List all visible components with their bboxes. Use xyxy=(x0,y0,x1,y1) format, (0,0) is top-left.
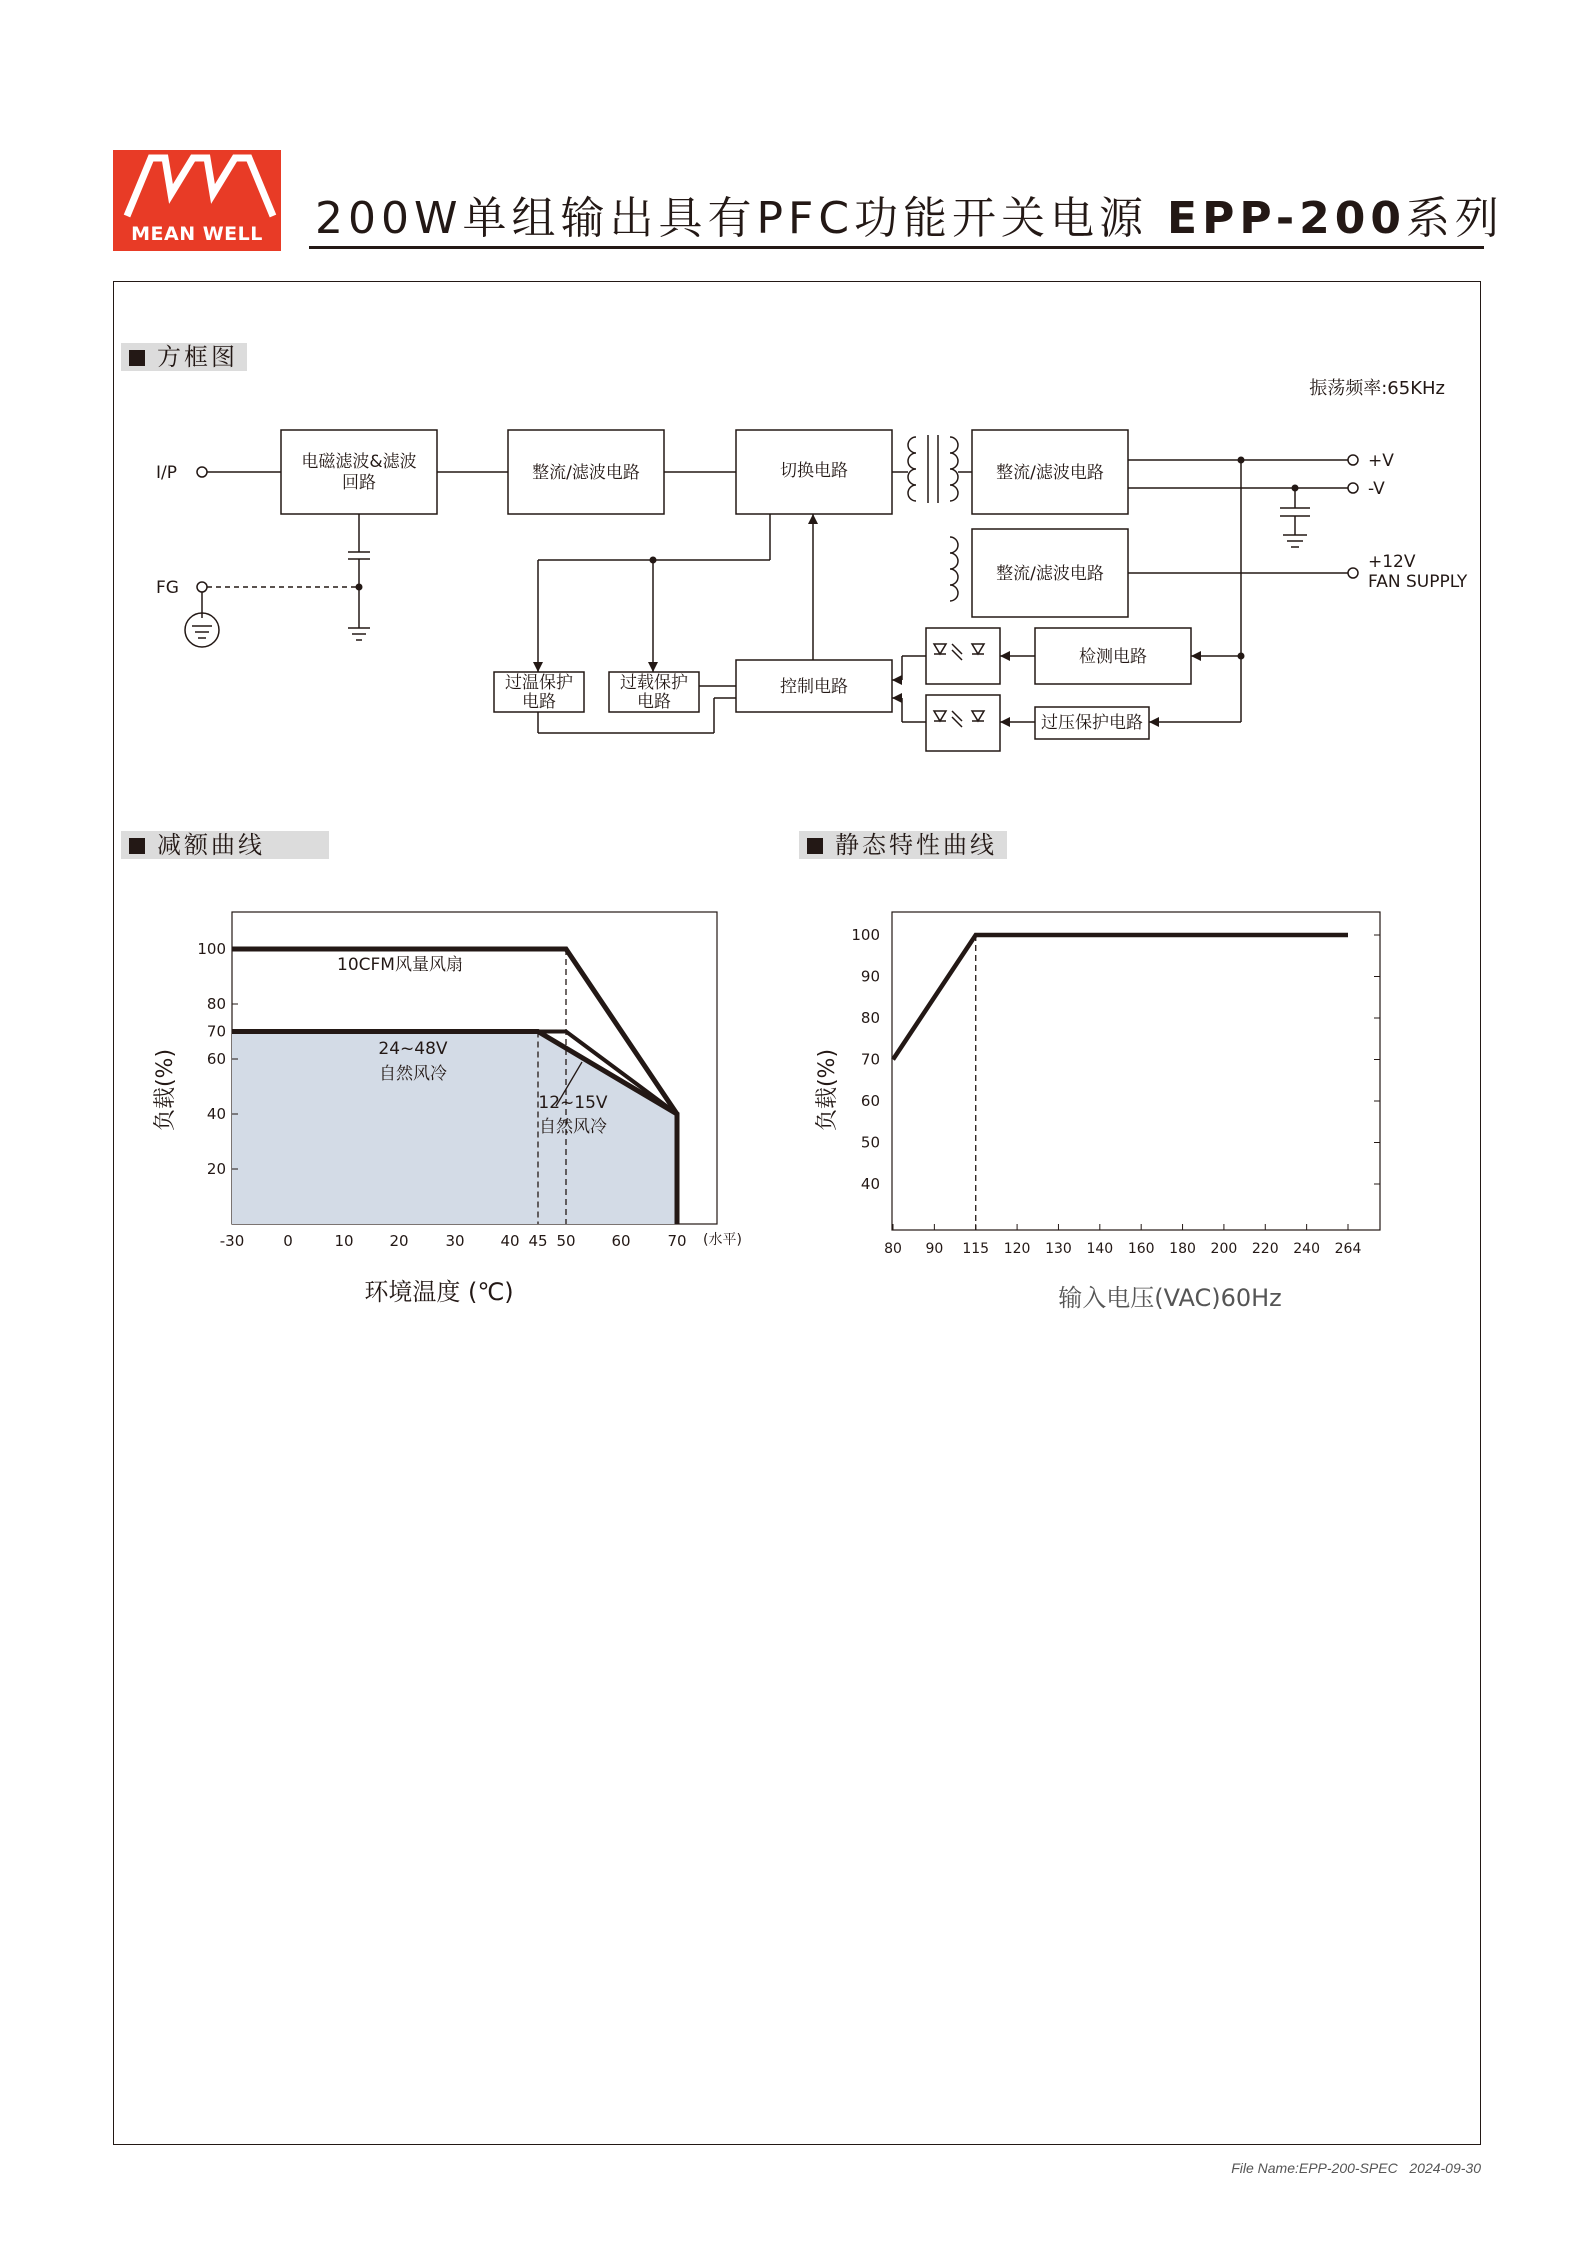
terminal-vminus: -V xyxy=(1368,479,1385,499)
static-y-tick-label: 60 xyxy=(860,1092,880,1110)
block-emi-filter-line2: 回路 xyxy=(342,473,376,493)
block-olp-line2: 电路 xyxy=(637,692,671,712)
block-control: 控制电路 xyxy=(780,677,848,697)
static-y-tick-label: 50 xyxy=(860,1133,880,1152)
derating-x-tick-label: 20 xyxy=(389,1232,409,1250)
derating-x-unit: (水平) xyxy=(703,1232,742,1248)
block-olp-line1: 过载保护 xyxy=(620,673,688,693)
derating-x-tick-label: 60 xyxy=(611,1232,631,1250)
derating-annotation: 24~48V xyxy=(378,1039,448,1059)
derating-annotation: 自然风冷 xyxy=(379,1064,447,1084)
static-x-tick-label: 180 xyxy=(1169,1241,1196,1257)
static-y-tick-label: 40 xyxy=(860,1175,880,1193)
static-x-tick-label: 140 xyxy=(1086,1241,1114,1257)
static-y-tick-label: 90 xyxy=(860,967,880,986)
static-x-tick-label: 200 xyxy=(1210,1241,1238,1257)
section-label: 静态特性曲线 xyxy=(835,831,997,859)
derating-y-tick-label: 80 xyxy=(206,995,226,1013)
derating-y-tick-label: 100 xyxy=(197,940,226,958)
title-suffix: 系列 xyxy=(1405,193,1504,244)
derating-annotation: 12~15V xyxy=(538,1093,608,1113)
derating-x-tick-label: 0 xyxy=(283,1232,293,1250)
derating-y-tick-label: 40 xyxy=(206,1105,226,1123)
static-x-tick-label: 80 xyxy=(884,1241,902,1257)
title-model: EPP-200 xyxy=(1167,193,1406,244)
block-emi-filter-line1: 电磁滤波&滤波 xyxy=(301,452,417,472)
block-otp-line2: 电路 xyxy=(522,692,556,712)
terminal-ip: I/P xyxy=(156,463,177,483)
derating-x-tick-label: 45 xyxy=(528,1232,548,1250)
static-y-axis-label: 负载(%) xyxy=(815,1048,840,1132)
static-x-tick-label: 240 xyxy=(1293,1241,1321,1257)
title-main: 200W单组输出具有PFC功能开关电源 xyxy=(315,193,1168,244)
static-x-tick-label: 120 xyxy=(1003,1241,1031,1257)
derating-y-axis-label: 负载(%) xyxy=(153,1048,178,1132)
static-y-tick-label: 70 xyxy=(860,1050,880,1069)
derating-y-tick-label: 20 xyxy=(206,1160,226,1178)
block-ovp: 过压保护电路 xyxy=(1041,713,1143,733)
logo-text: MEAN WELL xyxy=(131,223,263,245)
derating-x-tick-label: -30 xyxy=(219,1232,245,1250)
derating-y-tick-label: 70 xyxy=(206,1022,226,1041)
block-otp-line1: 过温保护 xyxy=(505,673,573,693)
static-x-tick-label: 220 xyxy=(1251,1241,1279,1257)
derating-x-tick-label: 50 xyxy=(556,1232,576,1250)
block-rectifier-filter-3: 整流/滤波电路 xyxy=(996,564,1104,584)
terminal-fg: FG xyxy=(156,578,179,598)
footer-file-info: File Name:EPP-200-SPEC 2024-09-30 xyxy=(1231,2160,1481,2176)
derating-x-tick-label: 40 xyxy=(500,1232,520,1250)
static-x-tick-label: 90 xyxy=(925,1241,944,1257)
static-x-tick-label: 264 xyxy=(1334,1241,1362,1257)
derating-x-tick-label: 70 xyxy=(667,1232,687,1250)
static-x-tick-label: 130 xyxy=(1045,1241,1072,1257)
static-plot-frame xyxy=(892,912,1380,1230)
terminal-vplus: +V xyxy=(1368,451,1394,471)
static-series-line xyxy=(893,935,1348,1060)
derating-annotation: 10CFM风量风扇 xyxy=(337,955,463,975)
static-y-tick-label: 100 xyxy=(851,926,880,944)
section-label: 减额曲线 xyxy=(157,831,265,859)
block-rectifier-filter-2: 整流/滤波电路 xyxy=(996,463,1104,483)
derating-y-tick-label: 60 xyxy=(206,1050,226,1068)
derating-x-tick-label: 30 xyxy=(445,1232,465,1250)
static-x-axis-label: 输入电压(VAC)60Hz xyxy=(1058,1284,1282,1312)
terminal-fan-supply: FAN SUPPLY xyxy=(1368,572,1468,592)
static-x-tick-label: 160 xyxy=(1127,1241,1155,1257)
oscillation-frequency: 振荡频率:65KHz xyxy=(1309,378,1445,399)
block-switching: 切换电路 xyxy=(780,461,848,481)
block-detection: 检测电路 xyxy=(1079,647,1147,667)
static-x-tick-label: 115 xyxy=(962,1241,990,1257)
derating-x-axis-label: 环境温度 (℃) xyxy=(364,1278,514,1306)
derating-annotation: 自然风冷 xyxy=(539,1117,607,1137)
terminal-fan-voltage: +12V xyxy=(1368,552,1416,572)
static-y-tick-label: 80 xyxy=(860,1009,880,1027)
section-label: 方框图 xyxy=(157,343,238,371)
derating-x-tick-label: 10 xyxy=(334,1232,354,1250)
block-rectifier-filter-1: 整流/滤波电路 xyxy=(532,463,640,483)
